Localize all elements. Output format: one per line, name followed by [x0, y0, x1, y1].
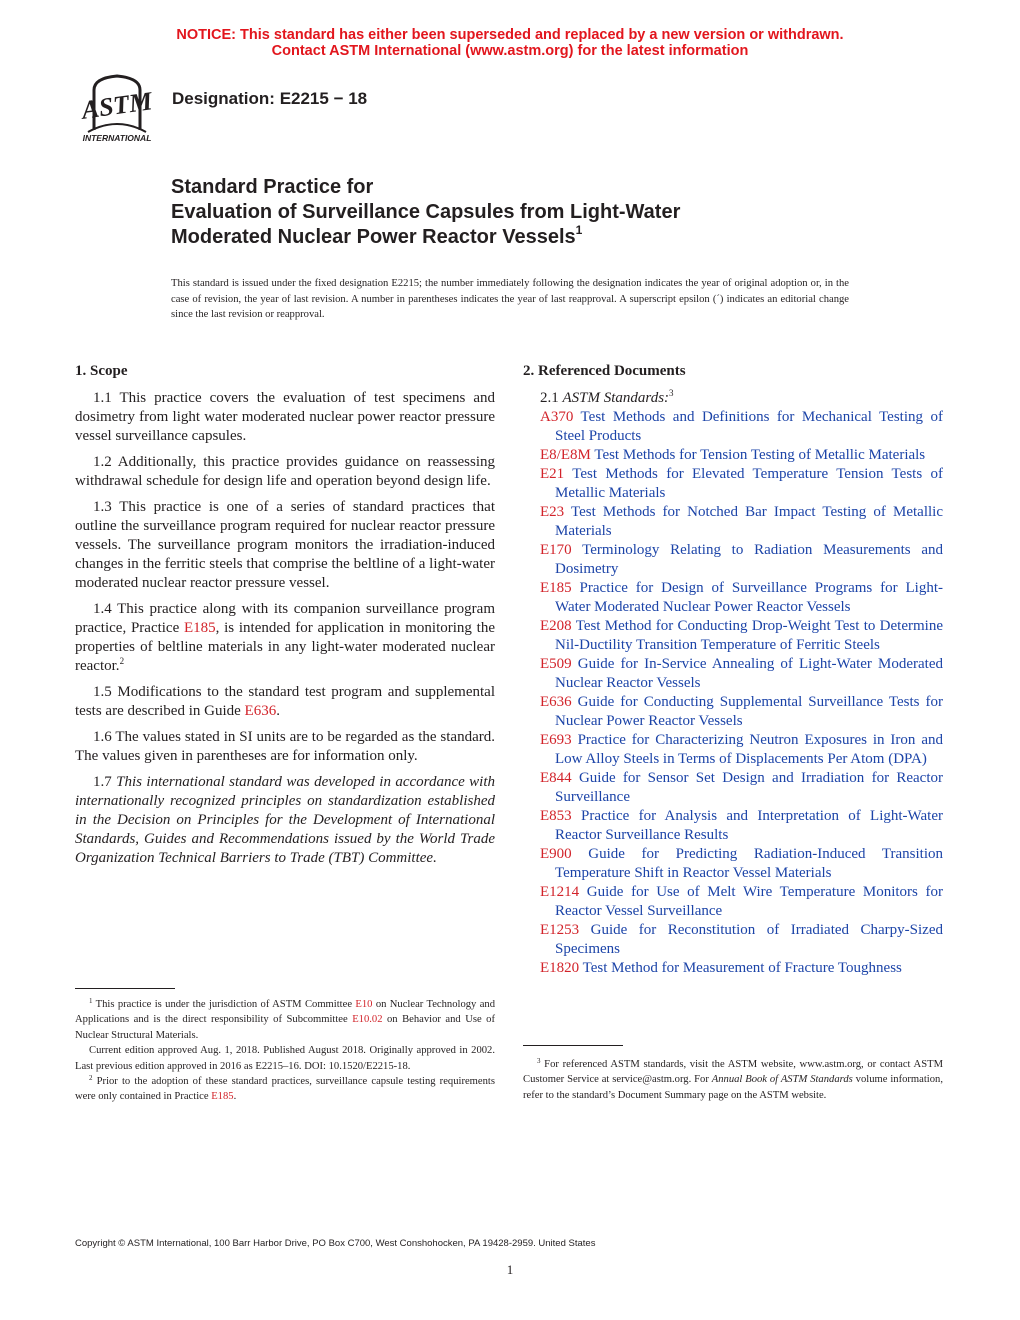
reference-item: [523, 408, 943, 446]
designation-value: E2215 − 18: [279, 89, 368, 108]
reference-title-link[interactable]: Practice for Design of Surveillance Programs for Light-Water Moderated Nuclear Power Reactor Vessels: [555, 580, 943, 615]
reference-title-link[interactable]: Guide for Conducting Supplemental Surveillance Tests for Nuclear Power Reactor Vessels: [555, 694, 943, 729]
scope-1-7-text: This international standard was developed in accordance with internationally recognized principles on standardization established in the Decision on Principles for the Development of International Standards, Guides and Recommendations issued by the World Trade Organization Technical Barriers to Trade (TBT) Committee.: [75, 774, 495, 866]
reference-item: [523, 617, 943, 655]
reference-title-link[interactable]: Test Methods and Definitions for Mechanical Testing of Steel Products: [555, 409, 943, 444]
reference-list: [523, 408, 943, 978]
svg-text:ASTM: ASTM: [79, 86, 155, 125]
link-e10[interactable]: E10: [355, 999, 373, 1010]
scope-1-7-number: 1.7: [93, 774, 117, 790]
footnotes-left: [75, 997, 495, 1105]
reference-code-link[interactable]: E170: [540, 542, 572, 558]
reference-item: [523, 959, 943, 978]
footnote-rule-left: [75, 988, 175, 989]
footnote-2-mark: 2: [89, 1074, 93, 1083]
scope-1-6: 1.6 The values stated in SI units are to be regarded as the standard. The values given in parentheses are for information only.: [75, 729, 495, 764]
reference-code-link[interactable]: E1253: [540, 922, 580, 938]
title-line-3: Moderated Nuclear Power Reactor Vessels: [171, 226, 576, 248]
reference-code-link[interactable]: E21: [540, 466, 565, 482]
scope-1-2: 1.2 Additionally, this practice provides guidance on reassessing withdrawal schedule for design life and operation beyond design life.: [75, 454, 495, 489]
reference-title-link[interactable]: Guide for Use of Melt Wire Temperature Monitors for Reactor Vessel Surveillance: [555, 884, 943, 919]
reference-title-link[interactable]: Terminology Relating to Radiation Measurements and Dosimetry: [555, 542, 943, 577]
designation-label: Designation:: [172, 89, 275, 108]
reference-title-link[interactable]: Practice for Analysis and Interpretation of Light-Water Reactor Surveillance Results: [555, 808, 943, 843]
reference-title-link[interactable]: Test Methods for Notched Bar Impact Testing of Metallic Materials: [555, 504, 943, 539]
reference-item: [523, 731, 943, 769]
link-e636[interactable]: E636: [244, 703, 277, 719]
scope-1-4-text-b: , is intended for application in monitoring the properties of beltline materials in any light-water moderated nuclear reactor.: [75, 620, 495, 674]
reference-item: [523, 579, 943, 617]
footnote-3-italic: Annual Book of ASTM Standards: [711, 1074, 853, 1086]
reference-code-link[interactable]: E900: [540, 846, 572, 862]
reference-code-link[interactable]: E636: [540, 694, 572, 710]
footnote-1-edition: Current edition approved Aug. 1, 2018. Published August 2018. Originally approved in 2002. Last previous edition approved in 2016 as E2215–16. DOI: 10.1520/E2215-18.: [75, 1045, 495, 1072]
link-e10-02[interactable]: E10.02: [352, 1014, 383, 1026]
footnote-2-text-b: .: [233, 1091, 237, 1103]
link-e185-footnote[interactable]: E185: [211, 1091, 234, 1103]
footnote-3-text-a: For referenced ASTM standards, visit the ASTM website, www.astm.org, or contact ASTM Customer Service at service@astm.org. For: [523, 1059, 943, 1086]
copyright-line: Copyright © ASTM International, 100 Barr Harbor Drive, PO Box C700, West Conshohocken, PA 19428-2959. United States: [75, 1238, 596, 1249]
scope-1-4-text-a: 1.4 This practice along with its companion surveillance program practice, Practice: [75, 601, 495, 636]
reference-title-link[interactable]: Guide for In-Service Annealing of Light-Water Moderated Nuclear Reactor Vessels: [555, 656, 943, 691]
astm-logo: [74, 72, 160, 144]
reference-title-link[interactable]: Practice for Characterizing Neutron Exposures in Iron and Low Alloy Steels in Terms of Displacements Per Atom (DPA): [555, 732, 943, 767]
scope-heading: 1. Scope: [75, 363, 128, 379]
reference-item: [523, 807, 943, 845]
reference-title-link[interactable]: Test Methods for Tension Testing of Metallic Materials: [590, 447, 926, 463]
designation: [172, 89, 367, 109]
reference-title-link[interactable]: Guide for Sensor Set Design and Irradiation for Reactor Surveillance: [555, 770, 943, 805]
notice-line-1: NOTICE: This standard has either been superseded and replaced by a new version or withdrawn.: [176, 27, 844, 43]
scope-1-5-text-a: 1.5 Modifications to the standard test program and supplemental tests are described in Guide: [75, 684, 495, 719]
footnote-1-text-c: on Behavior and Use of Nuclear Structural Materials.: [75, 1014, 495, 1041]
reference-item: [523, 883, 943, 921]
reference-item: [523, 769, 943, 807]
footnote-3-text-b: volume information, refer to the standard’s Document Summary page on the ASTM website.: [523, 1074, 943, 1101]
footnote-1: [75, 997, 495, 1043]
supersession-notice: [0, 27, 1020, 59]
footnote-3: [523, 1057, 943, 1103]
reference-item: [523, 446, 943, 465]
reference-code-link[interactable]: E509: [540, 656, 572, 672]
reference-code-link[interactable]: A370: [540, 409, 574, 425]
document-title: [171, 175, 871, 250]
reference-title-link[interactable]: Guide for Predicting Radiation-Induced Transition Temperature Shift in Reactor Vessel Materials: [555, 846, 943, 881]
title-footnote-mark: 1: [575, 223, 583, 237]
reference-item: [523, 541, 943, 579]
subheading-label: ASTM Standards:: [562, 390, 670, 406]
reference-code-link[interactable]: E185: [540, 580, 572, 596]
left-column: [75, 362, 495, 875]
reference-title-link[interactable]: Test Methods for Elevated Temperature Tension Tests of Metallic Materials: [555, 466, 943, 501]
reference-title-link[interactable]: Test Method for Measurement of Fracture Toughness: [579, 960, 902, 976]
footnote-ref-3: 3: [669, 388, 674, 398]
reference-code-link[interactable]: E844: [540, 770, 572, 786]
scope-1-5-text-b: .: [276, 703, 280, 719]
scope-1-4: [75, 600, 495, 676]
title-line-1: Standard Practice for: [171, 176, 374, 198]
scope-1-3: 1.3 This practice is one of a series of standard practices that outline the surveillance program required for nuclear reactor pressure vessels. The surveillance program monitors the irradiation-induced changes in the ferritic steels that comprise the beltline of a light-water moderated nuclear reactor pressure vessel.: [75, 499, 495, 591]
footnote-3-mark: 3: [537, 1057, 541, 1065]
reference-code-link[interactable]: E1214: [540, 884, 580, 900]
link-e185[interactable]: E185: [183, 620, 216, 636]
footnote-2-text-a: Prior to the adoption of these standard practices, surveillance capsule testing requirements were only contained in Practice: [75, 1076, 495, 1103]
reference-item: [523, 655, 943, 693]
reference-code-link[interactable]: E8/E8M: [540, 447, 591, 463]
page-number: 1: [506, 1262, 514, 1277]
reference-code-link[interactable]: E693: [540, 732, 572, 748]
footnote-1-mark: 1: [89, 997, 93, 1005]
footnote-rule-right: [523, 1045, 623, 1046]
footnote-2: [75, 1074, 495, 1105]
footnote-ref-2: 2: [119, 656, 125, 666]
footnotes-right: [523, 1057, 943, 1103]
references-heading: 2. Referenced Documents: [523, 363, 686, 379]
reference-title-link[interactable]: Test Method for Conducting Drop-Weight Test to Determine Nil-Ductility Transition Temperature of Ferritic Steels: [555, 618, 943, 653]
reference-item: [523, 465, 943, 503]
subheading-number: 2.1: [540, 390, 563, 406]
scope-1-1: 1.1 This practice covers the evaluation of test specimens and dosimetry from light water moderated nuclear power reactor pressure vessel surveillance capsules.: [75, 390, 495, 444]
reference-title-link[interactable]: Guide for Reconstitution of Irradiated Charpy-Sized Specimens: [555, 922, 943, 957]
reference-item: [523, 921, 943, 959]
reference-code-link[interactable]: E23: [540, 504, 565, 520]
footnote-1-text-a: This practice is under the jurisdiction of ASTM Committee: [92, 999, 356, 1010]
reference-code-link[interactable]: E853: [540, 808, 572, 824]
preamble: This standard is issued under the fixed designation E2215; the number immediately following the designation indicates the year of original adoption or, in the case of revision, the year of last revision. A number in parentheses indicates the year of last reapproval. A superscript epsilon (´) indicates an editorial change since the last revision or reapproval.: [171, 278, 849, 320]
reference-item: [523, 503, 943, 541]
notice-line-2: Contact ASTM International (www.astm.org) for the latest information: [271, 43, 749, 59]
right-column: [523, 362, 943, 978]
scope-1-5: [75, 683, 495, 721]
astm-standards-subheading: [523, 389, 943, 408]
reference-item: [523, 693, 943, 731]
reference-code-link[interactable]: E208: [540, 618, 572, 634]
reference-code-link[interactable]: E1820: [540, 960, 580, 976]
scope-1-7: [75, 773, 495, 868]
reference-item: [523, 845, 943, 883]
footnote-1-text-b: on Nuclear Technology and Applications and is the direct responsibility of Subcommittee: [75, 999, 495, 1026]
title-line-2: Evaluation of Surveillance Capsules from Light-Water: [171, 201, 681, 223]
svg-text:INTERNATIONAL: INTERNATIONAL: [82, 133, 152, 143]
